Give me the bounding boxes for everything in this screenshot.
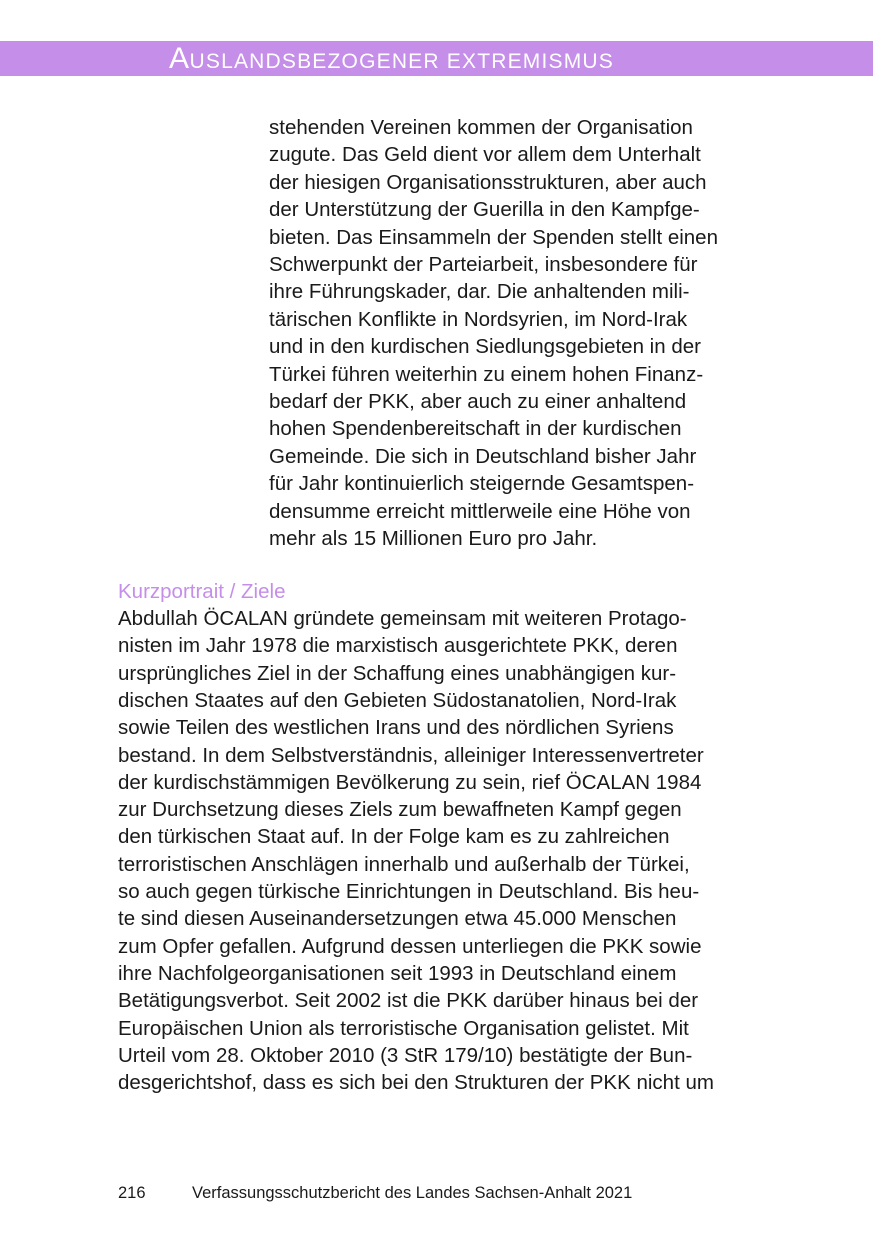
text-line: Gemeinde. Die sich in Deutschland bisher Jahr	[269, 444, 697, 468]
text-line: Europäischen Union als terroristische Organisation gelistet. Mit	[118, 1016, 689, 1040]
text-line: Urteil vom 28. Oktober 2010 (3 StR 179/10) bestätigte der Bun-	[118, 1043, 693, 1067]
text-line: der Unterstützung der Guerilla in den Kampfge-	[269, 198, 700, 222]
text-line: stehenden Vereinen kommen der Organisation	[269, 116, 693, 139]
section-header-band	[0, 41, 873, 76]
text-line: für Jahr kontinuierlich steigernde Gesamtspen-	[269, 472, 695, 496]
text-line: zugute. Das Geld dient vor allem dem Unterhalt	[269, 143, 701, 167]
text-line: Abdullah ÖCALAN gründete gemeinsam mit weiteren Protago-	[118, 607, 687, 630]
text-line: densumme erreicht mittlerweile eine Höhe von	[269, 499, 691, 523]
text-line: den türkischen Staat auf. In der Folge kam es zu zahlreichen	[118, 825, 670, 849]
text-line: terroristischen Anschlägen innerhalb und außerhalb der Türkei,	[118, 852, 690, 876]
text-line: sowie Teilen des westlichen Irans und des nördlichen Syriens	[118, 716, 674, 740]
text-line: bedarf der PKK, aber auch zu einer anhaltend	[269, 390, 687, 413]
text-line: der kurdischstämmigen Bevölkerung zu sein, rief ÖCALAN 1984	[118, 770, 702, 794]
text-line: Betätigungsverbot. Seit 2002 ist die PKK darüber hinaus bei der	[118, 989, 699, 1013]
text-line: ihre Führungskader, dar. Die anhaltenden mili-	[269, 280, 690, 304]
text-line: der hiesigen Organisationsstrukturen, aber auch	[269, 170, 707, 194]
text-line: hohen Spendenbereitschaft in der kurdischen	[269, 417, 682, 441]
page-number: 216	[118, 1184, 146, 1202]
text-line: tärischen Konflikte in Nordsyrien, im Nord-Irak	[269, 307, 688, 331]
section-heading: Kurzportrait / Ziele	[118, 580, 286, 603]
text-line: mehr als 15 Millionen Euro pro Jahr.	[269, 527, 598, 550]
text-line: Schwerpunkt der Parteiarbeit, insbesondere für	[269, 253, 698, 276]
text-line: te sind diesen Auseinandersetzungen etwa 45.000 Menschen	[118, 907, 677, 931]
header-title: USLANDSBEZOGENER EXTREMISMUS	[189, 50, 614, 73]
text-line: bieten. Das Einsammeln der Spenden stellt einen	[269, 225, 718, 249]
text-line: nisten im Jahr 1978 die marxistisch ausgerichtete PKK, deren	[118, 634, 678, 658]
text-line: zum Opfer gefallen. Aufgrund dessen unterliegen die PKK sowie	[118, 934, 702, 958]
text-line: bestand. In dem Selbstverständnis, alleiniger Interessenvertreter	[118, 743, 704, 767]
text-line: ihre Nachfolgeorganisationen seit 1993 in Deutschland einem	[118, 961, 677, 985]
text-line: ursprüngliches Ziel in der Schaffung eines unabhängigen kur-	[118, 661, 677, 685]
text-line: zur Durchsetzung dieses Ziels zum bewaffneten Kampf gegen	[118, 798, 682, 822]
text-line: und in den kurdischen Siedlungsgebieten in der	[269, 335, 701, 359]
text-line: desgerichtshof, dass es sich bei den Strukturen der PKK nicht um	[118, 1071, 714, 1095]
text-line: so auch gegen türkische Einrichtungen in Deutschland. Bis heu-	[118, 880, 700, 903]
text-line: dischen Staates auf den Gebieten Südostanatolien, Nord-Irak	[118, 688, 677, 712]
text-line: Türkei führen weiterhin zu einem hohen Finanz-	[269, 362, 704, 386]
header-initial: A	[168, 42, 190, 75]
publication-title: Verfassungsschutzbericht des Landes Sachsen-Anhalt 2021	[192, 1184, 633, 1202]
